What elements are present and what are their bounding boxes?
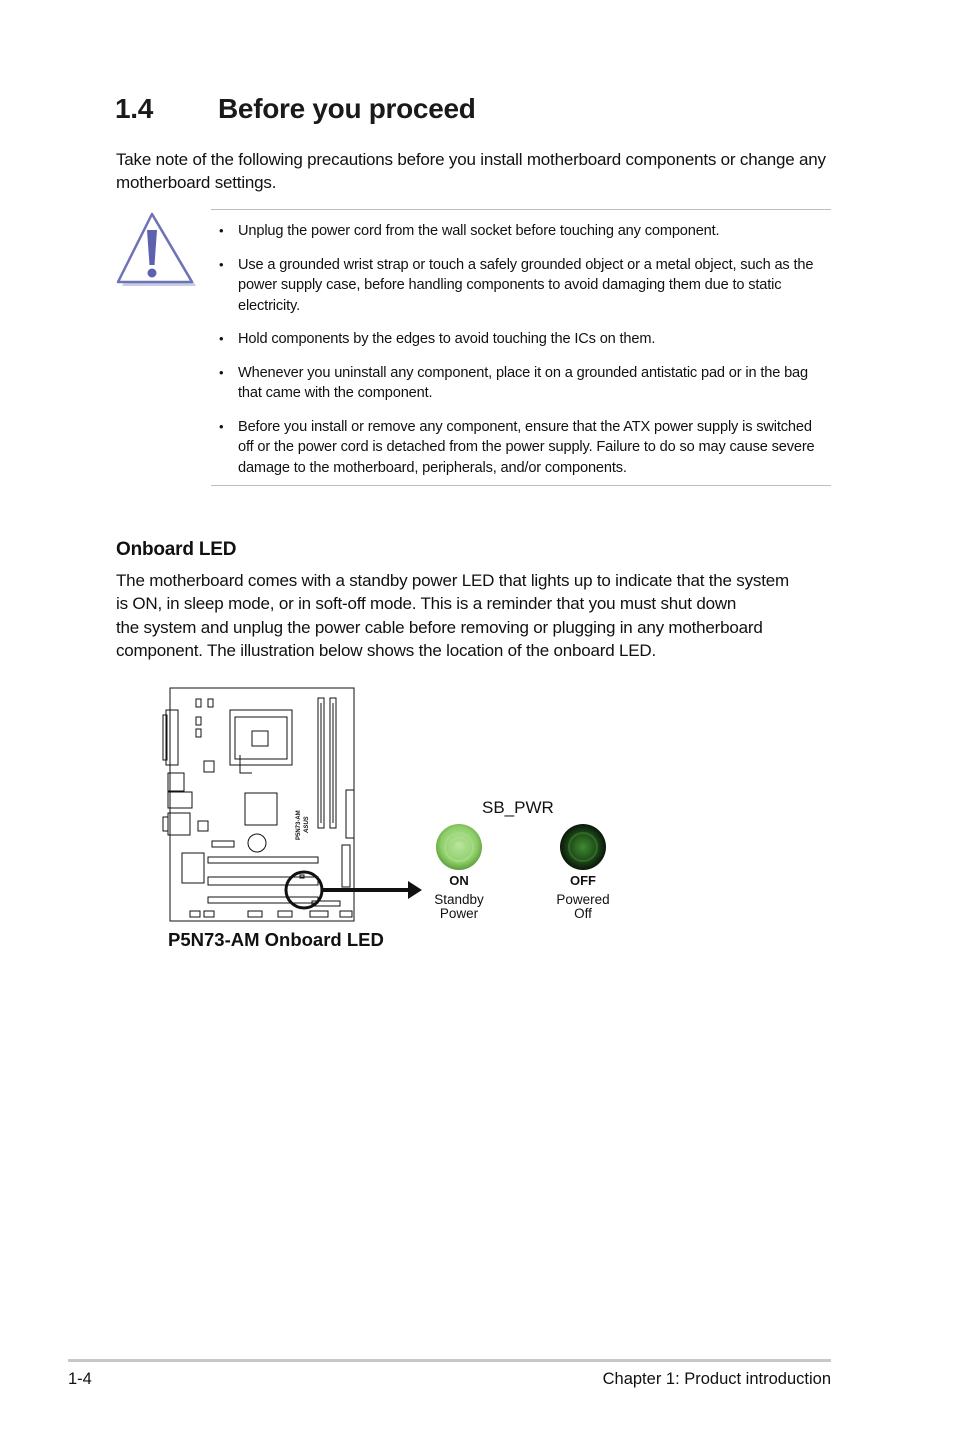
cpu-socket (230, 710, 292, 765)
figure-caption: P5N73-AM Onboard LED (168, 929, 384, 950)
caution-item-text: Use a grounded wrist strap or touch a safely grounded object or a metal object, such as the power supply case, before handling components to avoid damaging them due to static electricity. (238, 256, 814, 314)
led-off-desc-line: Off (574, 906, 592, 921)
caution-item-text: Before you install or remove any component, ensure that the ATX power supply is switched off or the power cord is detached from the power supply. Failure to do so may cause severe damage to the motherboard, peripherals, and/or components. (238, 418, 815, 476)
bullet-icon: • (219, 364, 224, 380)
bullet-icon: • (219, 418, 224, 434)
connector-label: SB_PWR (482, 798, 554, 817)
led-off-icon (558, 822, 608, 872)
caution-top-rule (211, 209, 831, 210)
footer-rule (68, 1359, 831, 1362)
board-model-label: P5N73-AM (296, 810, 302, 840)
board-outline (170, 688, 354, 921)
led-off-state: OFF (570, 873, 596, 888)
page-number: 1-4 (68, 1370, 92, 1388)
caution-item (219, 221, 829, 242)
intro-paragraph: Take note of the following precautions before you install motherboard components or change any motherboard settings. (116, 150, 826, 192)
led-off-desc (543, 893, 623, 921)
led-on-icon (434, 822, 484, 872)
led-on-desc (419, 893, 499, 921)
paragraph-line: is ON, in sleep mode, or in soft-off mode. This is a reminder that you must shut down (116, 594, 737, 614)
led-on-desc-line: Power (439, 906, 479, 921)
onboard-led-paragraph (116, 569, 836, 662)
led-on-state: ON (449, 873, 469, 888)
led-off-desc-line: Powered (556, 892, 610, 907)
motherboard-diagram (160, 685, 430, 925)
paragraph-line: component. The illustration below shows the location of the onboard LED. (116, 640, 657, 660)
caution-item (219, 329, 829, 350)
caution-item-text: Hold components by the edges to avoid touching the ICs on them. (238, 331, 656, 347)
board-brand-label: ASUS (304, 816, 310, 833)
chapter-title: Chapter 1: Product introduction (602, 1370, 831, 1388)
caution-item-text: Unplug the power cord from the wall socket before touching any component. (238, 223, 720, 239)
chipset (245, 793, 277, 825)
caution-item (219, 417, 829, 479)
paragraph-line: The motherboard comes with a standby power LED that lights up to indicate that the system (116, 571, 789, 590)
battery (248, 834, 266, 852)
caution-item-text: Whenever you uninstall any component, place it on a grounded antistatic pad or in the bag that came with the component. (238, 364, 808, 401)
warning-triangle-icon (114, 210, 198, 290)
expansion-slot (208, 857, 318, 863)
bullet-icon: • (219, 331, 224, 346)
section-number: 1.4 (115, 93, 154, 124)
caution-list (219, 221, 829, 491)
section-title: Before you proceed (218, 93, 476, 124)
caution-item (219, 363, 829, 404)
bullet-icon: • (219, 223, 224, 238)
bullet-icon: • (219, 256, 224, 272)
expansion-slot (208, 897, 318, 903)
paragraph-line: the system and unplug the power cable before removing or plugging in any motherboard (116, 617, 763, 637)
caution-item (219, 255, 829, 317)
subsection-heading: Onboard LED (116, 539, 237, 560)
led-on-desc-line: Standby (434, 892, 484, 907)
